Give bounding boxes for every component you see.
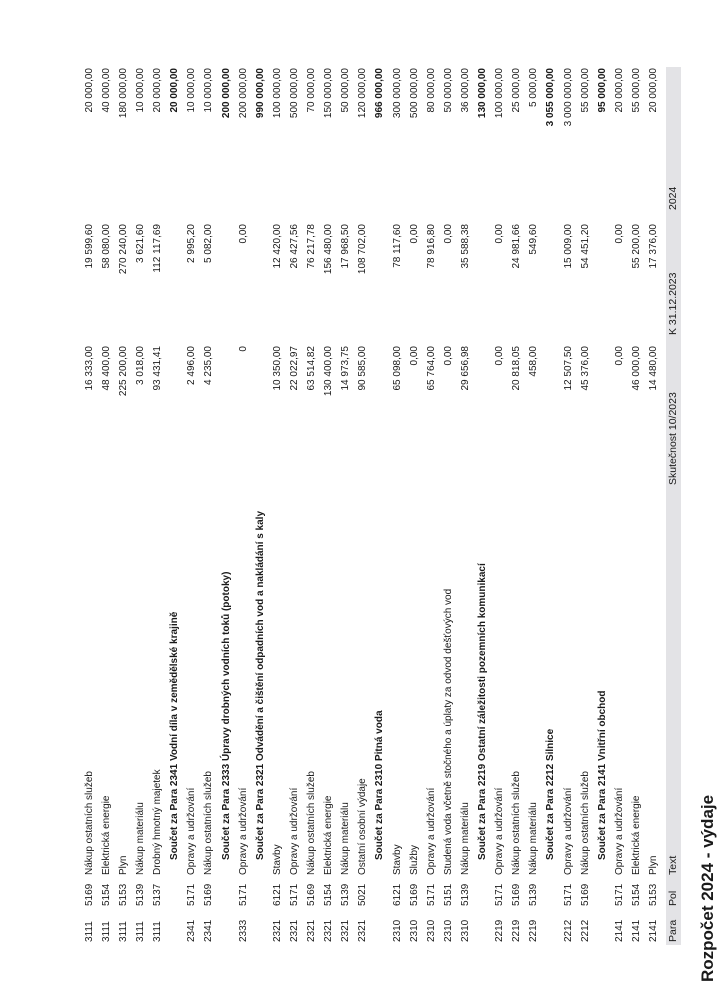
cell-skutecnost: 0 bbox=[237, 346, 249, 352]
cell-text: Nákup ostatních služeb bbox=[83, 771, 95, 875]
cell-pol: 6121 bbox=[271, 883, 283, 906]
cell-pol: 5154 bbox=[323, 883, 335, 906]
cell-para: 2333 bbox=[237, 919, 249, 942]
cell-skutecnost: 90 585,00 bbox=[357, 346, 369, 391]
cell-2024: 20 000,00 bbox=[83, 68, 95, 113]
cell-para: 2219 bbox=[528, 919, 540, 942]
cell-text: Opravy a udržování bbox=[186, 787, 198, 875]
cell-para: 2321 bbox=[271, 919, 283, 942]
cell-skutecnost: 93 431,41 bbox=[152, 346, 164, 391]
cell-para: 2310 bbox=[408, 919, 420, 942]
cell-pol: 5139 bbox=[135, 883, 146, 906]
cell-k31: 76 217,78 bbox=[306, 224, 317, 269]
cell-k31: 12 420,00 bbox=[271, 224, 283, 269]
cell-pol: 6121 bbox=[391, 883, 403, 906]
cell-pol: 5171 bbox=[186, 883, 198, 906]
cell-skutecnost: 130 400,00 bbox=[323, 346, 335, 397]
cell-2024: 500 000,00 bbox=[408, 68, 420, 119]
cell-text: Nákup materiálu bbox=[340, 802, 352, 875]
cell-k31: 0,00 bbox=[408, 224, 420, 244]
cell-skutecnost: 63 514,82 bbox=[306, 346, 317, 391]
cell-skutecnost: 10 350,00 bbox=[271, 346, 283, 391]
subtotal-2024: 200 000,00 bbox=[220, 68, 232, 119]
cell-k31: 26 427,56 bbox=[288, 224, 300, 269]
cell-2024: 20 000,00 bbox=[152, 68, 164, 113]
cell-k31: 108 702,00 bbox=[357, 224, 369, 275]
cell-para: 2212 bbox=[562, 919, 574, 942]
cell-pol: 5169 bbox=[203, 883, 215, 906]
cell-para: 2141 bbox=[648, 919, 659, 942]
cell-para: 2310 bbox=[391, 919, 403, 942]
cell-para: 2141 bbox=[630, 919, 642, 942]
cell-k31: 0,00 bbox=[613, 224, 625, 244]
cell-2024: 36 000,00 bbox=[459, 68, 471, 113]
cell-k31: 5 082,00 bbox=[203, 224, 215, 263]
cell-skutecnost: 14 973,75 bbox=[340, 346, 352, 391]
cell-text: Elektrická energie bbox=[630, 795, 642, 875]
cell-k31: 2 995,20 bbox=[186, 224, 198, 263]
cell-2024: 20 000,00 bbox=[648, 68, 659, 113]
cell-k31: 3 621,60 bbox=[135, 224, 146, 263]
cell-k31: 270 240,00 bbox=[117, 224, 129, 275]
cell-k31: 55 200,00 bbox=[630, 224, 642, 269]
cell-pol: 5139 bbox=[528, 883, 540, 906]
cell-2024: 50 000,00 bbox=[442, 68, 454, 113]
cell-text: Opravy a udržování bbox=[288, 787, 300, 875]
cell-2024: 100 000,00 bbox=[271, 68, 283, 119]
cell-k31: 19 599,60 bbox=[83, 224, 95, 269]
cell-pol: 5154 bbox=[100, 883, 112, 906]
header-text: Text bbox=[667, 855, 679, 875]
cell-pol: 5171 bbox=[288, 883, 300, 906]
cell-text: Ostatní osobní výdaje bbox=[357, 778, 369, 875]
cell-para: 2310 bbox=[425, 919, 437, 942]
cell-skutecnost: 0,00 bbox=[613, 346, 625, 366]
cell-2024: 3 000 000,00 bbox=[562, 68, 574, 127]
subtotal-label: Součet za Para 2212 Silnice bbox=[545, 728, 557, 860]
subtotal-label: Součet za Para 2310 Pitná voda bbox=[374, 710, 386, 860]
cell-text: Služby bbox=[408, 844, 420, 875]
cell-skutecnost: 46 000,00 bbox=[630, 346, 642, 391]
cell-2024: 55 000,00 bbox=[579, 68, 591, 113]
cell-2024: 5 000,00 bbox=[528, 68, 540, 107]
cell-pol: 5169 bbox=[306, 883, 317, 906]
cell-skutecnost: 0,00 bbox=[494, 346, 506, 366]
header-pol: Pol bbox=[667, 890, 679, 906]
cell-skutecnost: 48 400,00 bbox=[100, 346, 112, 391]
cell-pol: 5021 bbox=[357, 883, 369, 906]
cell-2024: 20 000,00 bbox=[613, 68, 625, 113]
cell-para: 3111 bbox=[135, 921, 146, 942]
cell-para: 2141 bbox=[613, 919, 625, 942]
cell-para: 2321 bbox=[340, 919, 352, 942]
subtotal-label: Součet za Para 2219 Ostatní záležitosti pozemních komunikací bbox=[477, 563, 488, 860]
cell-para: 2341 bbox=[203, 919, 215, 942]
cell-text: Opravy a udržování bbox=[494, 787, 506, 875]
cell-text: Opravy a udržování bbox=[613, 787, 625, 875]
cell-skutecnost: 14 480,00 bbox=[648, 346, 659, 391]
subtotal-label: Součet za Para 2333 Úpravy drobných vodních toků (potoky) bbox=[220, 571, 232, 860]
cell-pol: 5171 bbox=[494, 883, 506, 906]
cell-pol: 5171 bbox=[613, 883, 625, 906]
cell-para: 2219 bbox=[511, 919, 523, 942]
cell-para: 3111 bbox=[83, 921, 95, 942]
cell-pol: 5169 bbox=[408, 883, 420, 906]
cell-para: 3111 bbox=[117, 921, 129, 942]
cell-skutecnost: 0,00 bbox=[442, 346, 454, 366]
cell-pol: 5153 bbox=[648, 883, 659, 906]
cell-2024: 10 000,00 bbox=[203, 68, 215, 113]
cell-k31: 78 916,80 bbox=[425, 224, 437, 269]
cell-k31: 0,00 bbox=[494, 224, 506, 244]
cell-skutecnost: 16 333,00 bbox=[83, 346, 95, 391]
cell-2024: 100 000,00 bbox=[494, 68, 506, 119]
cell-skutecnost: 458,00 bbox=[528, 346, 540, 377]
cell-skutecnost: 12 507,50 bbox=[562, 346, 574, 391]
cell-text: Nákup ostatních služeb bbox=[306, 771, 317, 875]
cell-pol: 5171 bbox=[237, 883, 249, 906]
cell-2024: 150 000,00 bbox=[323, 68, 335, 119]
cell-pol: 5151 bbox=[442, 883, 454, 906]
cell-skutecnost: 45 376,00 bbox=[579, 346, 591, 391]
cell-k31: 112 117,69 bbox=[152, 224, 164, 273]
cell-para: 2321 bbox=[288, 919, 300, 942]
cell-k31: 156 480,00 bbox=[323, 224, 335, 275]
cell-k31: 15 009,00 bbox=[562, 224, 574, 269]
cell-2024: 10 000,00 bbox=[186, 68, 198, 113]
cell-skutecnost: 3 018,00 bbox=[135, 346, 146, 385]
cell-skutecnost: 0,00 bbox=[408, 346, 420, 366]
cell-para: 2310 bbox=[442, 919, 454, 942]
cell-para: 2341 bbox=[186, 919, 198, 942]
cell-k31: 17 968,50 bbox=[340, 224, 352, 269]
cell-k31: 35 588,38 bbox=[459, 224, 471, 269]
cell-skutecnost: 22 022,97 bbox=[288, 346, 300, 391]
cell-k31: 54 451,20 bbox=[579, 224, 591, 269]
cell-skutecnost: 20 818,05 bbox=[511, 346, 523, 391]
cell-text: Opravy a udržování bbox=[237, 787, 249, 875]
cell-pol: 5171 bbox=[425, 883, 437, 906]
cell-para: 2310 bbox=[459, 919, 471, 942]
cell-text: Elektrická energie bbox=[100, 795, 112, 875]
header-2024: 2024 bbox=[667, 186, 679, 210]
cell-k31: 17 376,00 bbox=[648, 224, 659, 269]
cell-skutecnost: 225 200,00 bbox=[117, 346, 129, 397]
cell-text: Nákup ostatních služeb bbox=[203, 771, 215, 875]
cell-k31: 58 080,00 bbox=[100, 224, 112, 269]
subtotal-2024: 990 000,00 bbox=[254, 68, 266, 119]
cell-skutecnost: 65 098,00 bbox=[391, 346, 403, 391]
subtotal-2024: 95 000,00 bbox=[596, 68, 608, 113]
cell-text: Stavby bbox=[391, 844, 403, 875]
cell-pol: 5169 bbox=[511, 883, 523, 906]
subtotal-2024: 966 000,00 bbox=[374, 68, 386, 119]
cell-pol: 5153 bbox=[117, 883, 129, 906]
cell-k31: 549,60 bbox=[528, 224, 540, 255]
cell-text: Opravy a udržování bbox=[562, 787, 574, 875]
header-k31: K 31.12.2023 bbox=[667, 272, 679, 335]
cell-para: 2212 bbox=[579, 919, 591, 942]
subtotal-label: Součet za Para 2141 Vnitřní obchod bbox=[596, 690, 608, 860]
cell-para: 3111 bbox=[100, 921, 112, 942]
cell-2024: 25 000,00 bbox=[511, 68, 523, 113]
cell-pol: 5137 bbox=[152, 883, 164, 906]
cell-k31: 0,00 bbox=[442, 224, 454, 244]
cell-skutecnost: 65 764,00 bbox=[425, 346, 437, 391]
cell-skutecnost: 2 496,00 bbox=[186, 346, 198, 385]
cell-2024: 50 000,00 bbox=[340, 68, 352, 113]
page-title: Rozpočet 2024 - výdaje bbox=[698, 794, 717, 982]
cell-k31: 24 981,66 bbox=[511, 224, 523, 269]
cell-2024: 80 000,00 bbox=[425, 68, 437, 113]
cell-text: Nákup materiálu bbox=[459, 802, 471, 875]
cell-text: Stavby bbox=[271, 844, 283, 875]
cell-text: Nákup ostatních služeb bbox=[511, 771, 523, 875]
cell-para: 2321 bbox=[357, 919, 369, 942]
cell-2024: 10 000,00 bbox=[135, 68, 146, 113]
header-para: Para bbox=[667, 919, 679, 942]
cell-para: 2321 bbox=[323, 919, 335, 942]
cell-text: Drobný hmotný majetek bbox=[152, 769, 164, 875]
cell-text: Studená voda včetně stočného a úplaty za odvod dešťových vod bbox=[442, 588, 454, 875]
header-skutecnost: Skutečnost 10/2023 bbox=[667, 392, 679, 485]
cell-pol: 5169 bbox=[579, 883, 591, 906]
cell-skutecnost: 29 656,98 bbox=[459, 346, 471, 391]
cell-text: Nákup materiálu bbox=[528, 802, 540, 875]
cell-skutecnost: 4 235,00 bbox=[203, 346, 215, 385]
cell-pol: 5139 bbox=[459, 883, 471, 906]
subtotal-2024: 130 000,00 bbox=[477, 68, 488, 119]
cell-text: Nákup ostatních služeb bbox=[579, 771, 591, 875]
subtotal-label: Součet za Para 2341 Vodní díla v zemědělské krajině bbox=[169, 611, 181, 860]
subtotal-2024: 3 055 000,00 bbox=[545, 68, 557, 127]
cell-para: 3111 bbox=[152, 921, 164, 942]
cell-text: Nákup materiálu bbox=[135, 802, 146, 875]
cell-text: Plyn bbox=[648, 855, 659, 875]
cell-text: Elektrická energie bbox=[323, 795, 335, 875]
cell-2024: 55 000,00 bbox=[630, 68, 642, 113]
cell-2024: 70 000,00 bbox=[306, 68, 317, 113]
cell-2024: 180 000,00 bbox=[117, 68, 129, 119]
cell-pol: 5154 bbox=[630, 883, 642, 906]
cell-para: 2321 bbox=[306, 919, 317, 942]
cell-pol: 5169 bbox=[83, 883, 95, 906]
cell-para: 2219 bbox=[494, 919, 506, 942]
cell-2024: 120 000,00 bbox=[357, 68, 369, 119]
subtotal-label: Součet za Para 2321 Odvádění a čištění odpadních vod a nakládání s kaly bbox=[254, 510, 266, 860]
cell-text: Opravy a udržování bbox=[425, 787, 437, 875]
subtotal-2024: 20 000,00 bbox=[169, 68, 181, 113]
cell-k31: 0,00 bbox=[237, 224, 249, 244]
cell-2024: 200 000,00 bbox=[237, 68, 249, 119]
cell-text: Plyn bbox=[117, 855, 129, 875]
cell-2024: 40 000,00 bbox=[100, 68, 112, 113]
cell-2024: 300 000,00 bbox=[391, 68, 403, 119]
cell-pol: 5139 bbox=[340, 883, 352, 906]
cell-k31: 78 117,60 bbox=[391, 224, 403, 268]
cell-pol: 5171 bbox=[562, 883, 574, 906]
cell-2024: 500 000,00 bbox=[288, 68, 300, 119]
